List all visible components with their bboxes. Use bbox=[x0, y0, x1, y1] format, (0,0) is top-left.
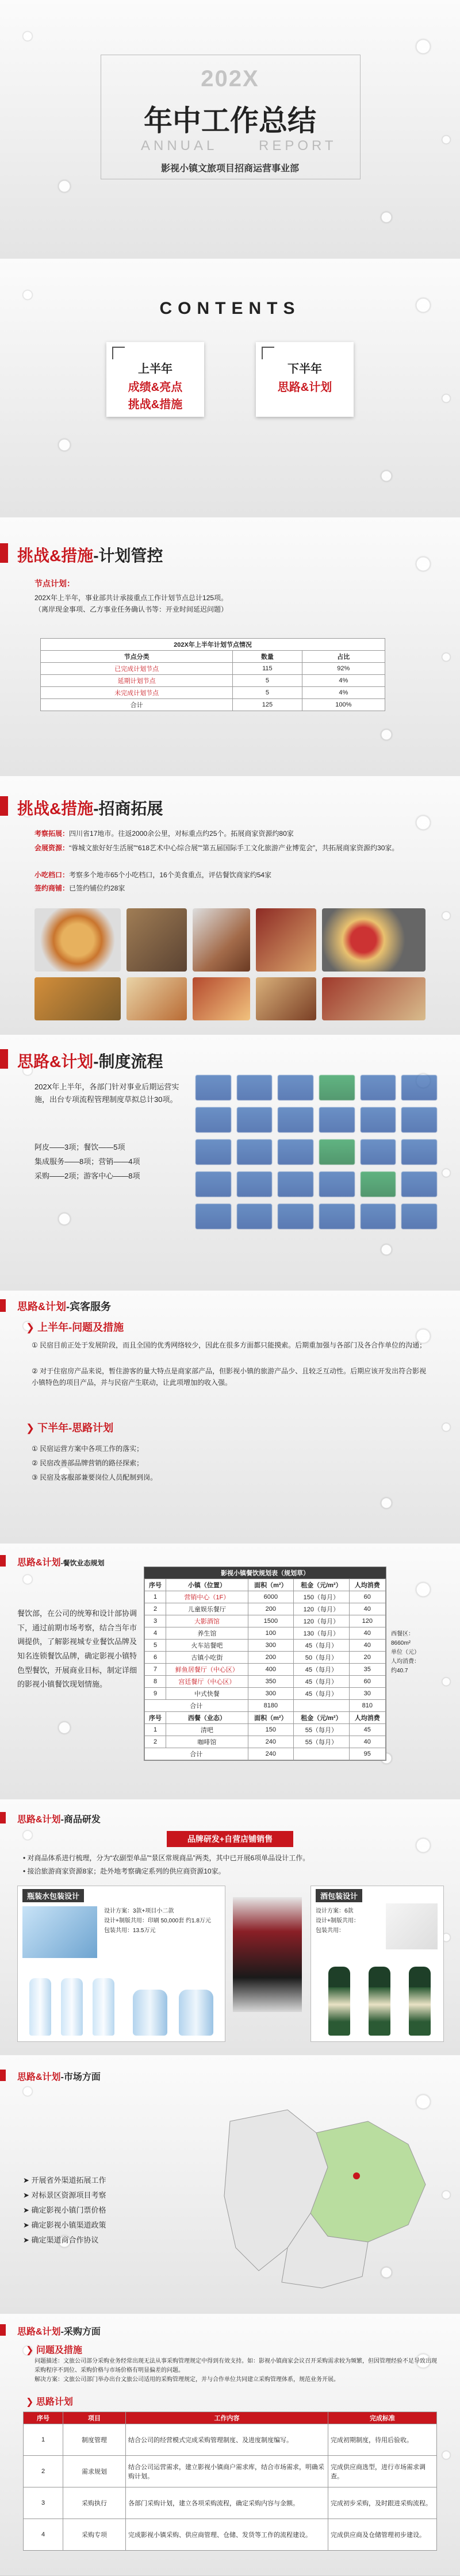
word-doc-icon[interactable] bbox=[278, 1204, 313, 1229]
contents-left-label: 上半年 bbox=[138, 363, 172, 375]
number-one-icon: ① bbox=[32, 1341, 40, 1349]
process-title-black: -制度流程 bbox=[93, 1053, 163, 1070]
service-p2-text: 民宿运营方案中各项工作的落实； bbox=[40, 1445, 144, 1453]
food-photo bbox=[256, 908, 316, 972]
plan-node-cell: 125 bbox=[233, 699, 302, 711]
node-heading: 节点计划： bbox=[34, 579, 75, 588]
service-h2-text: 下半年-思路计划 bbox=[37, 1422, 114, 1434]
catering-row: 7 鲜鱼居餐厅（中心区） 400 45（每月） 35 bbox=[145, 1664, 386, 1676]
side-note: 8660m² bbox=[391, 1640, 411, 1646]
service-p2-item bbox=[32, 1443, 143, 1454]
catering-header: 人均消费 bbox=[349, 1712, 385, 1724]
plan-control-title-red: 挑战&措施 bbox=[17, 547, 94, 565]
word-doc-icon[interactable] bbox=[278, 1075, 313, 1100]
investment-title-black: -招商拓展 bbox=[93, 800, 163, 817]
word-doc-icon[interactable] bbox=[195, 1172, 231, 1197]
map-marker-icon bbox=[353, 2172, 360, 2179]
purchase-row: 4 采购专项 完成影视小镇采购、供应商管理、仓储、发货等工作的流程建设。 完成供应商及仓储管理初步建设。 bbox=[24, 2519, 437, 2551]
contents-card-right[interactable] bbox=[256, 342, 354, 417]
excel-doc-icon[interactable] bbox=[319, 1075, 355, 1100]
word-doc-icon[interactable] bbox=[278, 1107, 313, 1132]
service-p2-item bbox=[32, 1472, 157, 1483]
side-note: 约40.7 bbox=[391, 1668, 408, 1674]
cover-slide bbox=[0, 0, 460, 259]
word-doc-icon[interactable] bbox=[319, 1107, 355, 1132]
purchase-header: 序号 bbox=[24, 2412, 63, 2424]
service-h1-text: 上半年-问题及措施 bbox=[37, 1322, 124, 1333]
word-doc-icon[interactable] bbox=[195, 1107, 231, 1132]
liquor-line: 包装共用： bbox=[316, 1928, 344, 1934]
catering-table-title: 影视小镇餐饮规划表（规划草） bbox=[144, 1567, 386, 1579]
purchase-title-black: -采购方面 bbox=[60, 2327, 101, 2337]
investment-item bbox=[34, 882, 431, 894]
purchase-table bbox=[23, 2412, 437, 2551]
liquor-bottle-group bbox=[323, 1961, 438, 2036]
word-doc-icon[interactable] bbox=[401, 1204, 437, 1229]
catering-total-row: 合计 8180 810 bbox=[145, 1700, 386, 1712]
number-two-icon: ② bbox=[32, 1367, 40, 1375]
catering-title-black: -餐饮业态规划 bbox=[60, 1559, 105, 1567]
process-stat: 集成服务——8项；营销——4项 bbox=[34, 1157, 140, 1166]
plan-node-cell: 115 bbox=[233, 663, 302, 675]
catering-header: 租金（元/m²） bbox=[294, 1712, 349, 1724]
plan-node-cell: 92% bbox=[302, 663, 385, 675]
bullet-icon: • bbox=[23, 1867, 28, 1875]
map-region-central bbox=[310, 2121, 425, 2242]
word-doc-icon[interactable] bbox=[195, 1139, 231, 1165]
products-slide bbox=[0, 1799, 460, 2056]
plan-node-header: 数量 bbox=[233, 651, 302, 663]
service-p2-item bbox=[32, 1457, 143, 1469]
liquor-title: 酒包装设计 bbox=[316, 1889, 362, 1902]
service-p1-text: 对于住宿房产品来说，暂住游客的量大特点是商家部产品，但影视小镇的旅游产品少、且较乏互动性。后期应该开发出符合影视小镇特色的项目产品，并与民宿产生联动，让此项增加的收入强。 bbox=[32, 1367, 427, 1387]
plan-node-header: 占比 bbox=[302, 651, 385, 663]
contents-left-line2: 挑战&措施 bbox=[128, 398, 183, 411]
catering-header: 租金（元/m²） bbox=[294, 1579, 349, 1591]
word-doc-icon[interactable] bbox=[195, 1075, 231, 1100]
catering-row: 4 养生馆 100 130（每月） 40 bbox=[145, 1627, 386, 1640]
service-title-red: 思路&计划 bbox=[17, 1301, 66, 1312]
plan-control-line2: （离岸现金事项、乙方事业任务确认书等：开业时间延迟问题） bbox=[34, 605, 228, 613]
cover-year: 202X bbox=[201, 66, 259, 91]
water-bottle-title: 瓶装水包装设计 bbox=[22, 1889, 84, 1902]
contents-heading: CONTENTS bbox=[159, 299, 301, 318]
word-doc-icon[interactable] bbox=[361, 1075, 396, 1100]
plan-node-cell: 已完成计划节点 bbox=[41, 663, 233, 675]
catering-header: 西餐（业态） bbox=[166, 1712, 248, 1724]
purchase-p1: 问题描述：文旅公司部分采购业务经常出现无法从事采购管理规定中得到有效支持。如：影视小镇商家会议召开采购需求较为频繁，但因管理经验不足导致出现采购程序不到位、采购价格与市场价格有明显偏差的问题。 解决方案：文旅公司部门举办出台文旅公司适用的采购管理规定，并与合作单位共同建立采购管理体系，规范业务开展。 bbox=[34, 2358, 437, 2383]
plan-node-cell: 4% bbox=[302, 687, 385, 699]
plan-node-header: 节点分类 bbox=[41, 651, 233, 663]
contents-slide bbox=[0, 259, 460, 518]
plan-node-cell: 未完成计划节点 bbox=[41, 687, 233, 699]
market-bullet: ➤ 开展省外渠道拓展工作 bbox=[23, 2176, 106, 2185]
word-doc-icon[interactable] bbox=[319, 1172, 355, 1197]
word-doc-icon[interactable] bbox=[401, 1172, 437, 1197]
purchase-header: 完成标准 bbox=[328, 2412, 437, 2424]
catering-row: 9 中式快餐 300 45（每月） 30 bbox=[145, 1688, 386, 1700]
purchase-header: 项目 bbox=[63, 2412, 126, 2424]
investment-item-text: “蓉城文旅好好生活展”“618艺术中心综合展”“第五届国际手工文化旅游产业博览会”，共拓展商家资源约30家。 bbox=[69, 844, 399, 852]
investment-item-text: 四川省17地市。往返2000余公里，对标重点约25个。拓展商家资源约80家 bbox=[69, 830, 294, 838]
service-p2-text: 民宿及客服部兼要岗位人员配制到岗。 bbox=[40, 1473, 158, 1481]
catering-slide bbox=[0, 1544, 460, 1800]
chevron-right-icon: ❯ bbox=[26, 1422, 35, 1434]
market-title-red: 思路&计划 bbox=[17, 2072, 61, 2082]
plan-node-cell: 100% bbox=[302, 699, 385, 711]
excel-doc-icon[interactable] bbox=[319, 1139, 355, 1165]
catering-header: 序号 bbox=[145, 1579, 166, 1591]
catering-table-wrap bbox=[144, 1567, 386, 1761]
excel-doc-icon[interactable] bbox=[361, 1172, 396, 1197]
water-bottle-mockup bbox=[22, 1906, 97, 1958]
plan-node-cell: 合计 bbox=[41, 699, 233, 711]
arrow-right-icon: ➤ bbox=[23, 2221, 32, 2229]
catering-row: 8 宫廷餐厅（中心区） 350 45（每月） 60 bbox=[145, 1676, 386, 1688]
food-photo bbox=[322, 908, 425, 972]
word-doc-icon[interactable] bbox=[237, 1075, 273, 1100]
side-note: 西餐区： bbox=[391, 1631, 414, 1637]
catering-header: 序号 bbox=[145, 1712, 166, 1724]
market-bullet: ➤ 确定影视小镇渠道政策 bbox=[23, 2221, 106, 2229]
market-bullet: ➤ 对标景区资源项目考察 bbox=[23, 2191, 106, 2199]
food-photo bbox=[193, 908, 250, 972]
products-banner: 品牌研发+自营店铺销售 bbox=[167, 1831, 293, 1847]
liquor-line: 设计+制版共用： bbox=[316, 1918, 359, 1924]
market-bullet: ➤ 确定影视小镇门票价格 bbox=[23, 2206, 106, 2214]
catering-para: 餐饮部，在公司的统筹和设计部协调下，通过前期市场考察，结合当年市调提供，了解影视城专业餐饮品牌及知名连锁餐饮品牌，确定影视小镇特色型餐饮，开展商业目标，制定详细的影视小镇餐饮现划情施。 bbox=[17, 1609, 137, 1689]
word-doc-icon[interactable] bbox=[237, 1172, 273, 1197]
plan-node-table-title: 202X年上半年计划节点情况 bbox=[41, 639, 385, 651]
side-note: 单位（元） bbox=[391, 1649, 420, 1656]
process-stat: 阿皮——3项；餐饮——5项 bbox=[34, 1143, 125, 1151]
service-p1-item bbox=[32, 1339, 428, 1351]
word-doc-icon[interactable] bbox=[278, 1172, 313, 1197]
purchase-h2 bbox=[26, 2394, 73, 2408]
food-photo bbox=[126, 977, 187, 1020]
investment-title-red: 挑战&措施 bbox=[17, 800, 94, 817]
word-doc-icon[interactable] bbox=[278, 1139, 313, 1165]
liquor-packaging-photo bbox=[233, 1897, 302, 2012]
arrow-right-icon: ➤ bbox=[23, 2206, 32, 2214]
food-photo bbox=[126, 908, 187, 972]
water-bottle-line: 包装共用：13.5万元 bbox=[104, 1928, 156, 1934]
plan-node-cell: 延期计划节点 bbox=[41, 675, 233, 687]
sichuan-map[interactable] bbox=[218, 2098, 448, 2294]
purchase-row: 3 采购执行 各部门采购计划，建立各项采购流程，确定采购内容与金额。 完成初步采购，及时跟进采购流程。 bbox=[24, 2487, 437, 2519]
process-para: 202X年上半年，各部门针对事业后期运营实施，出台专项流程管理制度草拟总计30项。 bbox=[34, 1082, 179, 1104]
purchase-slide bbox=[0, 2314, 460, 2576]
arrow-right-icon: ➤ bbox=[23, 2191, 32, 2199]
catering-row: 1 营销中心（1F） 6000 150（每月） 60 bbox=[145, 1591, 386, 1603]
plan-node-cell: 4% bbox=[302, 675, 385, 687]
catering-row: 1 清吧 150 55（每月） 45 bbox=[145, 1724, 386, 1736]
bullet-icon: • bbox=[23, 1854, 28, 1862]
word-doc-icon[interactable] bbox=[361, 1204, 396, 1229]
food-photo bbox=[34, 977, 121, 1020]
investment-item-label: 会展资源： bbox=[34, 844, 70, 852]
chevron-right-icon: ❯ bbox=[26, 2397, 34, 2407]
purchase-row: 2 需求规划 结合公司运营需求，建立影视小镇商户需求库，结合市场需求，明确采购计划。 完成供应商选型，进行市场需求调查。 bbox=[24, 2456, 437, 2487]
catering-row: 2 儿童娱乐餐厅 200 120（每月） 40 bbox=[145, 1603, 386, 1615]
liquor-design-box bbox=[310, 1886, 444, 2042]
investment-item-text: 考察多个地市65个小吃档口，16个美食重点，评估餐饮商家约54家 bbox=[69, 871, 272, 879]
service-title-black: -宾客服务 bbox=[66, 1301, 111, 1312]
market-slide bbox=[0, 2055, 460, 2314]
catering-title-red: 思路&计划 bbox=[17, 1558, 61, 1568]
products-title-black: -商品研发 bbox=[60, 1815, 101, 1825]
liquor-line: 设计方案：6款 bbox=[316, 1908, 354, 1914]
plan-control-line1: 202X年上半年，事业部共计承接重点工作计划节点总计125项。 bbox=[34, 594, 228, 602]
purchase-row: 1 制度管理 结合公司的经营模式完成采购管理制度、及进度制度编写。 完成初期制度，待用后验收。 bbox=[24, 2424, 437, 2456]
catering-header: 面积（m²） bbox=[248, 1579, 294, 1591]
number-one-icon: ① bbox=[32, 1445, 40, 1453]
food-photo bbox=[193, 977, 250, 1020]
service-h1 bbox=[26, 1319, 124, 1334]
process-slide bbox=[0, 1035, 460, 1291]
purchase-h1 bbox=[26, 2343, 82, 2356]
cover-title: 年中工作总结 bbox=[144, 105, 316, 137]
market-bullets bbox=[23, 2173, 106, 2248]
contents-right-label: 下半年 bbox=[288, 363, 322, 375]
catering-header: 面积（m²） bbox=[248, 1712, 294, 1724]
investment-item-text: 已签约铺位约28家 bbox=[69, 884, 125, 892]
liquor-bottle-mockup bbox=[386, 1903, 438, 1949]
food-photo bbox=[322, 977, 425, 1020]
word-doc-icon[interactable] bbox=[401, 1139, 437, 1165]
word-doc-icon[interactable] bbox=[401, 1107, 437, 1132]
contents-right-line1: 思路&计划 bbox=[277, 381, 332, 394]
word-doc-icon[interactable] bbox=[237, 1107, 273, 1132]
service-h2 bbox=[26, 1420, 113, 1435]
word-doc-icon[interactable] bbox=[195, 1204, 231, 1229]
purchase-h1-text: 问题及措施 bbox=[36, 2345, 82, 2355]
plan-control-title-black: -计划管控 bbox=[93, 547, 163, 565]
investment-item-label: 小吃档口： bbox=[34, 871, 70, 879]
contents-left-line1: 成绩&亮点 bbox=[128, 381, 183, 394]
food-photo bbox=[256, 977, 316, 1020]
plan-node-cell: 5 bbox=[233, 675, 302, 687]
catering-side-notes bbox=[391, 1630, 454, 1676]
products-bullet: • 接洽旅游商家资源8家；赴外地考察确定系列的供应商资源10家。 bbox=[23, 1867, 225, 1875]
market-title-black: -市场方面 bbox=[60, 2072, 101, 2082]
plan-node-table bbox=[40, 638, 385, 711]
purchase-h2-text: 思路计划 bbox=[36, 2397, 73, 2407]
word-doc-icon[interactable] bbox=[361, 1139, 396, 1165]
investment-item bbox=[34, 842, 431, 854]
investment-item bbox=[34, 828, 431, 839]
catering-total-row: 合计 240 95 bbox=[145, 1748, 386, 1760]
water-bottle-design-box bbox=[17, 1886, 225, 2042]
arrow-right-icon: ➤ bbox=[23, 2236, 32, 2244]
chevron-right-icon: ❯ bbox=[26, 1322, 35, 1333]
catering-header: 小镇（位置） bbox=[166, 1579, 248, 1591]
water-bottle-line: 设计+制版共用：印刷 50,000套 约1.8万元 bbox=[104, 1918, 211, 1924]
catering-row: 6 古镇小吃街 200 50（每月） 20 bbox=[145, 1652, 386, 1664]
doc-icon-grid bbox=[195, 1075, 437, 1253]
word-doc-icon[interactable] bbox=[237, 1139, 273, 1165]
purchase-header: 工作内容 bbox=[126, 2412, 328, 2424]
cover-subtitle-right: REPORT bbox=[259, 138, 337, 153]
cover-department: 影视小镇文旅项目招商运营事业部 bbox=[160, 164, 299, 174]
side-note: 人均消费： bbox=[391, 1659, 420, 1665]
food-photo bbox=[34, 908, 121, 972]
number-two-icon: ② bbox=[32, 1459, 40, 1467]
market-bullet: ➤ 确定渠道商合作协议 bbox=[23, 2236, 99, 2244]
service-p2-text: 民宿改善部品牌营销的路径探索； bbox=[40, 1459, 144, 1467]
investment-item-label: 签约商铺： bbox=[34, 884, 70, 892]
catering-row: 5 火车站餐吧 300 45（每月） 40 bbox=[145, 1640, 386, 1652]
catering-row: 3 大影酒馆 1500 120（每月） 120 bbox=[145, 1615, 386, 1627]
arrow-right-icon: ➤ bbox=[23, 2176, 32, 2185]
word-doc-icon[interactable] bbox=[319, 1204, 355, 1229]
word-doc-icon[interactable] bbox=[237, 1204, 273, 1229]
plan-node-cell: 5 bbox=[233, 687, 302, 699]
service-p1-text: 民宿目前正处于发展阶段，而且全国的优秀网络较少，因此在很多方面都只能摸索。后期重加强与各部门及各合作单位的沟通； bbox=[40, 1341, 427, 1349]
investment-slide bbox=[0, 776, 460, 1035]
catering-row: 2 咖啡馆 240 55（每月） 40 bbox=[145, 1736, 386, 1748]
cover-subtitle-left: ANNUAL bbox=[141, 138, 218, 153]
products-title-red: 思路&计划 bbox=[17, 1815, 61, 1825]
plan-control-slide bbox=[0, 517, 460, 777]
service-slide bbox=[0, 1291, 460, 1544]
process-title-red: 思路&计划 bbox=[17, 1053, 94, 1070]
products-bullet: • 对商品体系进行梳理，分为“农副型单品”“景区常规商品”两类，其中已开展6项单品设计工作。 bbox=[23, 1854, 310, 1862]
number-three-icon: ③ bbox=[32, 1473, 40, 1481]
investment-item-label: 考察拓展： bbox=[34, 830, 70, 838]
water-bottle-group bbox=[29, 1967, 219, 2036]
catering-header: 人均消费 bbox=[349, 1579, 385, 1591]
investment-item bbox=[34, 869, 431, 881]
water-bottle-line: 设计方案：3款+项目小二款 bbox=[104, 1908, 174, 1914]
word-doc-icon[interactable] bbox=[361, 1107, 396, 1132]
process-stat: 采购——2项；游客中心——8项 bbox=[34, 1172, 140, 1180]
contents-card-left[interactable] bbox=[106, 342, 204, 417]
service-p1-item bbox=[32, 1365, 428, 1389]
chevron-right-icon: ❯ bbox=[26, 2345, 34, 2355]
purchase-title-red: 思路&计划 bbox=[17, 2327, 61, 2337]
word-doc-icon[interactable] bbox=[401, 1075, 437, 1100]
